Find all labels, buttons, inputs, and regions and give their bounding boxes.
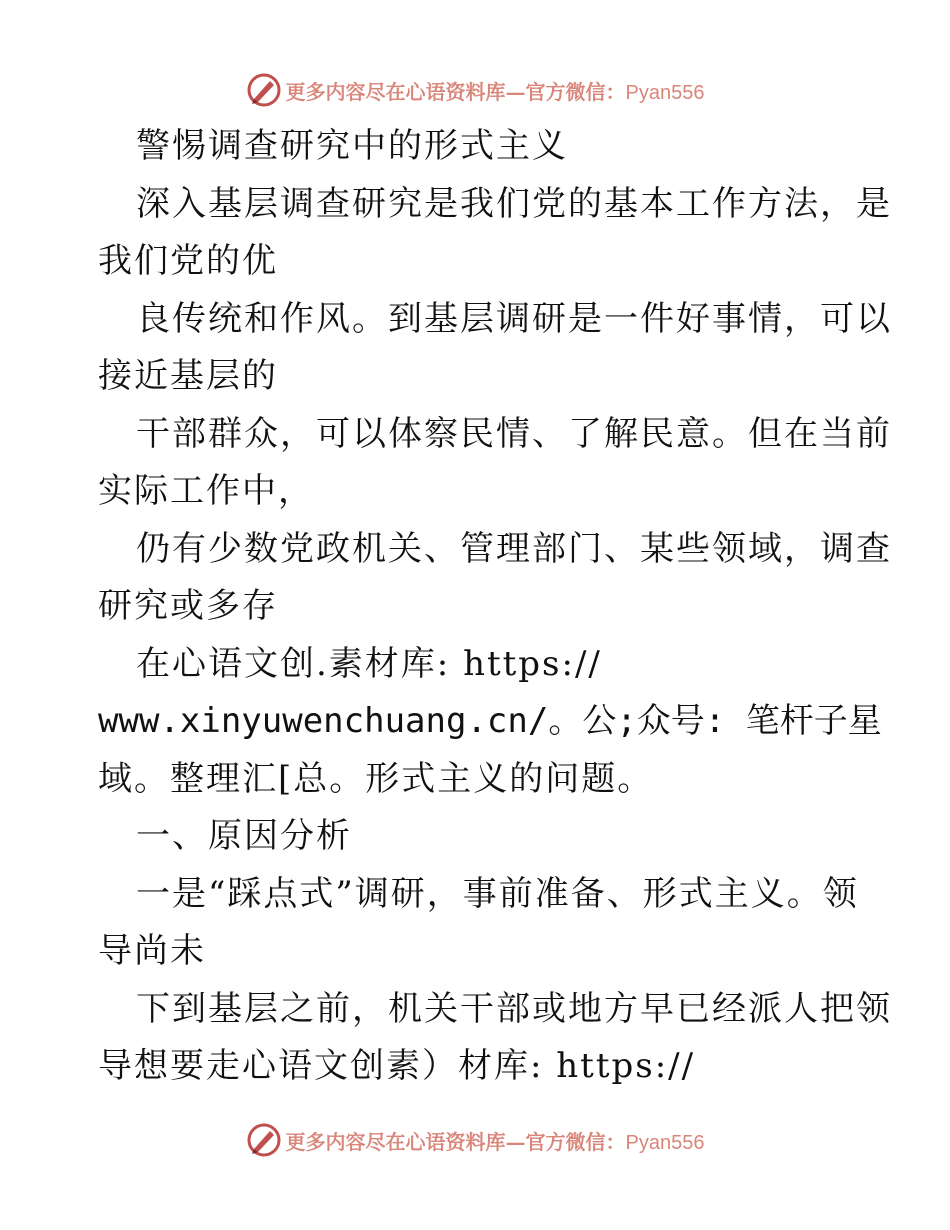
text-line: 干部群众，可以体察民情、了解民意。但在当前 [136, 413, 892, 454]
text-line: 导尚未 [98, 931, 206, 971]
text-line: 良传统和作风。到基层调研是一件好事情，可以 [136, 298, 892, 339]
pen-logo-icon [246, 1122, 282, 1158]
text-line: www.xinyuwenchuang.cn/。公;众号: 笔杆子星 [98, 701, 882, 741]
header-watermark [0, 68, 950, 112]
text-line: 一、原因分析 [136, 816, 352, 856]
text-line: 域。整理汇[总。形式主义的问题。 [98, 758, 654, 799]
text-line: 一是“踩点式”调研，事前准备、形式主义。领 [136, 873, 859, 914]
watermark-text: 更多内容尽在心语资料库—官方微信：Pyan556 [285, 79, 705, 104]
footer-watermark [0, 1118, 950, 1162]
pen-logo-icon [246, 72, 282, 108]
text-line: 仍有少数党政机关、管理部门、某些领域，调查 [136, 528, 892, 569]
text-line: 深入基层调查研究是我们党的基本工作方法，是 [136, 183, 892, 224]
text-line: 导想要走心语文创素）材库: https:// [98, 1046, 696, 1086]
text-line: 在心语文创.素材库: https:// [136, 643, 602, 684]
text-line: 下到基层之前，机关干部或地方早已经派人把领 [136, 988, 892, 1029]
text-line: 我们党的优 [98, 241, 278, 281]
text-line: 研究或多存 [98, 586, 278, 626]
text-line: 实际工作中， [98, 471, 314, 511]
text-line: 警惕调查研究中的形式主义 [136, 126, 568, 166]
text-line: 接近基层的 [98, 356, 278, 396]
watermark-text: 更多内容尽在心语资料库—官方微信：Pyan556 [285, 1129, 705, 1154]
document-body [98, 118, 892, 1096]
